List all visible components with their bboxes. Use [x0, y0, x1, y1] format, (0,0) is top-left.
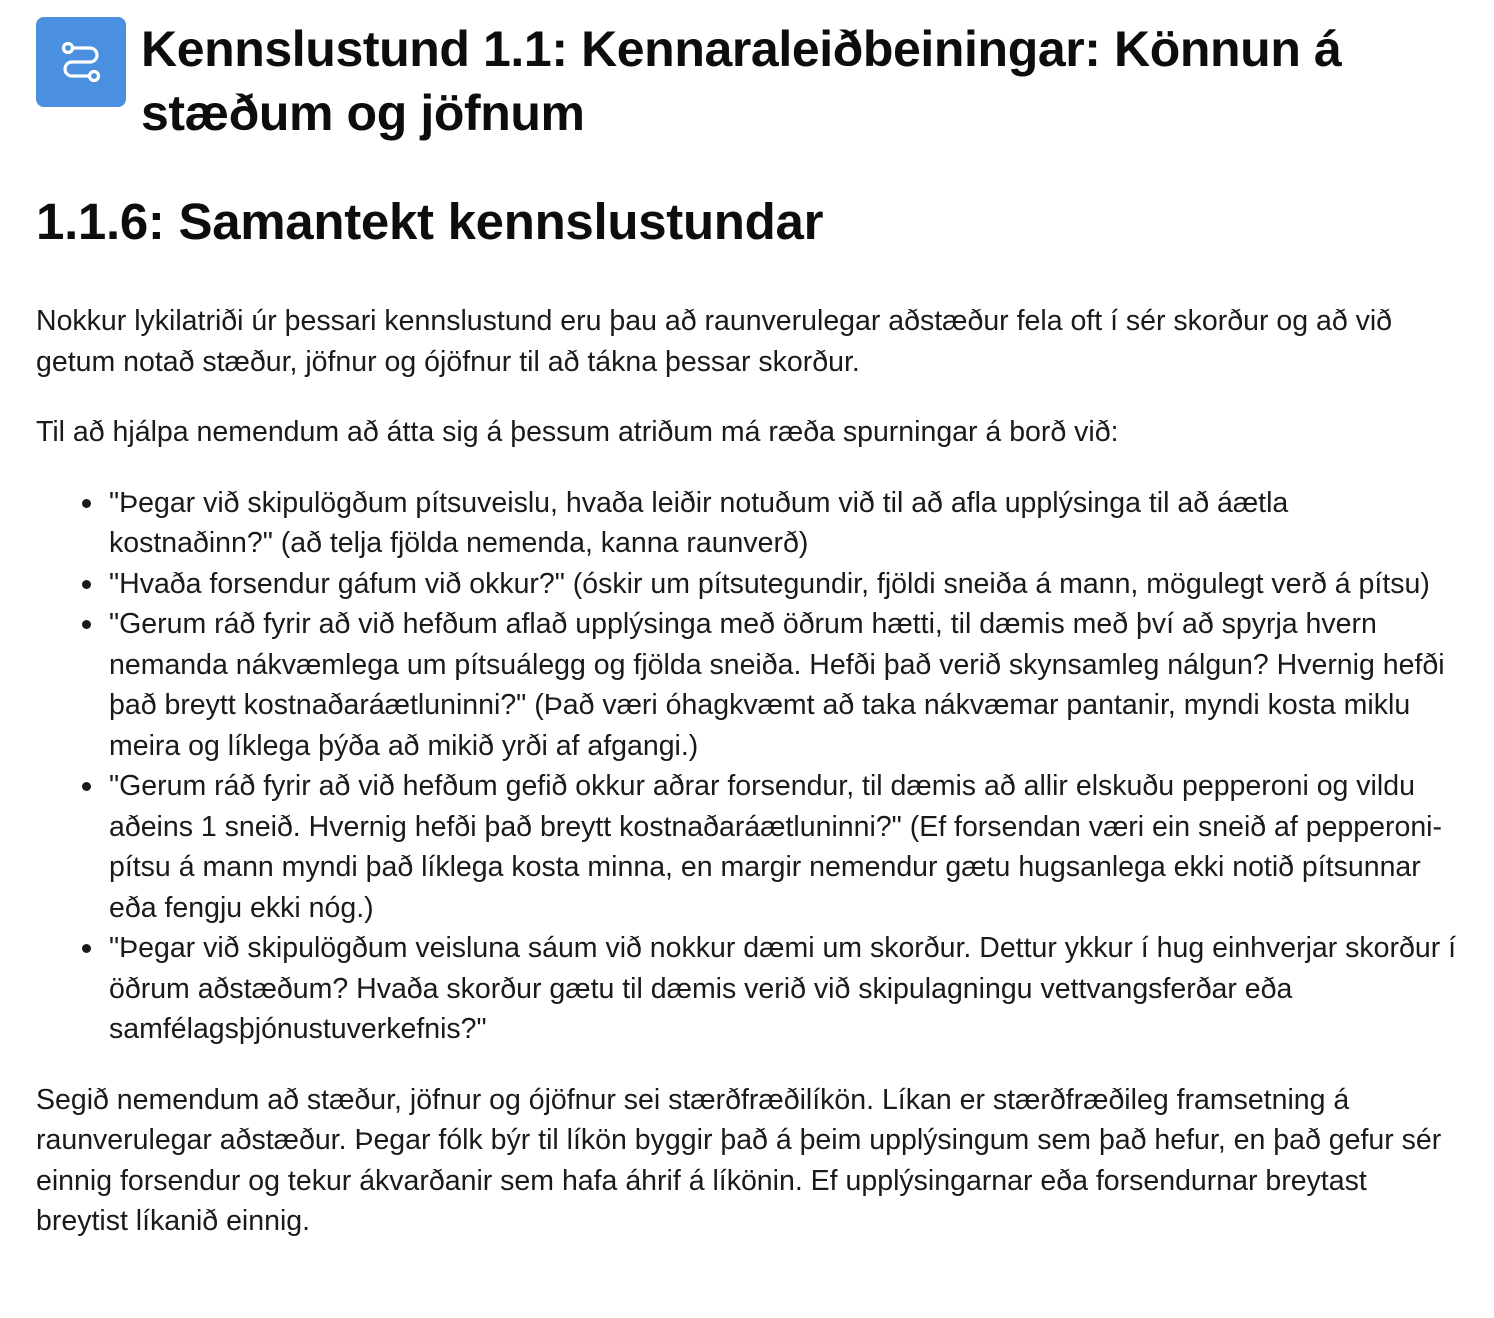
discussion-question-list [36, 483, 1460, 1050]
bullet-icon [82, 580, 91, 589]
route-icon-glyph [56, 37, 106, 87]
list-item-text: "Gerum ráð fyrir að við hefðum aflað upplýsinga með öðrum hætti, til dæmis með því að spyrja hvern nemanda nákvæmlega um pítsuálegg og fjölda sneiða. Hefði það verið skynsamleg nálgun? Hvernig hefði það breytt kostnaðaráætluninni?" (Það væri óhagkvæmt að taka nákvæmar pantanir, myndi kosta miklu meira og líklega þýða að mikið yrði af afgangi.) [109, 608, 1445, 762]
list-item-text: "Gerum ráð fyrir að við hefðum gefið okkur aðrar forsendur, til dæmis að allir elskuðu pepperoni og vildu aðeins 1 sneið. Hvernig hefði það breytt kostnaðaráætluninni?" (Ef forsendan væri ein sneið af pepperoni-pítsu á mann myndi það líklega kosta minna, en margir nemendur gætu hugsanlega ekki notið pítsunnar eða fengju ekki nóg.) [109, 770, 1443, 924]
bullet-icon [82, 944, 91, 953]
list-item-text: "Þegar við skipulögðum veisluna sáum við nokkur dæmi um skorður. Dettur ykkur í hug einhverjar skorður í öðrum aðstæðum? Hvaða skorður gætu til dæmis verið við skipulagningu vettvangsferðar eða samfélagsþjónustuverkefnis?" [109, 932, 1457, 1045]
list-item [109, 604, 1460, 766]
section-title: 1.1.6: Samantekt kennslustundar [36, 193, 824, 250]
lesson-header [36, 17, 1466, 145]
bullet-icon [82, 499, 91, 508]
list-item [109, 564, 1460, 605]
list-item-text: "Þegar við skipulögðum pítsuveislu, hvaða leiðir notuðum við til að afla upplýsinga til að áætla kostnaðinn?" (að telja fjölda nemenda, kanna raunverð) [109, 486, 1289, 559]
bullet-icon [82, 620, 91, 629]
list-item [109, 766, 1460, 928]
lead-in-paragraph: Til að hjálpa nemendum að átta sig á þessum atriðum má ræða spurningar á borð við: [36, 416, 1119, 448]
list-item [109, 928, 1460, 1050]
list-item-text: "Hvaða forsendur gáfum við okkur?" (óskir um pítsutegundir, fjöldi sneiða á mann, mögulegt verð á pítsu) [109, 567, 1430, 600]
intro-paragraph: Nokkur lykilatriði úr þessari kennslustund eru þau að raunverulegar aðstæður fela oft í sér skorður og að við getum notað stæður, jöfnur og ójöfnur til að tákna þessar skorður. [36, 305, 1393, 378]
list-item [109, 483, 1460, 564]
lesson-content [36, 301, 1460, 1242]
bullet-icon [82, 782, 91, 791]
closing-paragraph: Segið nemendum að stæður, jöfnur og ójöfnur sei stærðfræðilíkön. Líkan er stærðfræðileg framsetning á raunverulegar aðstæður. Þegar fólk býr til líkön byggir það á þeim upplýsingum sem það hefur, en það gefur sér einnig forsendur og tekur ákvarðanir sem hafa áhrif á líkönin. Ef upplýsingarnar eða forsendurnar breytast breytist líkanið einnig. [36, 1083, 1442, 1237]
route-icon [36, 17, 126, 107]
page-title: Kennslustund 1.1: Kennaraleiðbeiningar: Könnun á stæðum og jöfnum [141, 21, 1342, 141]
